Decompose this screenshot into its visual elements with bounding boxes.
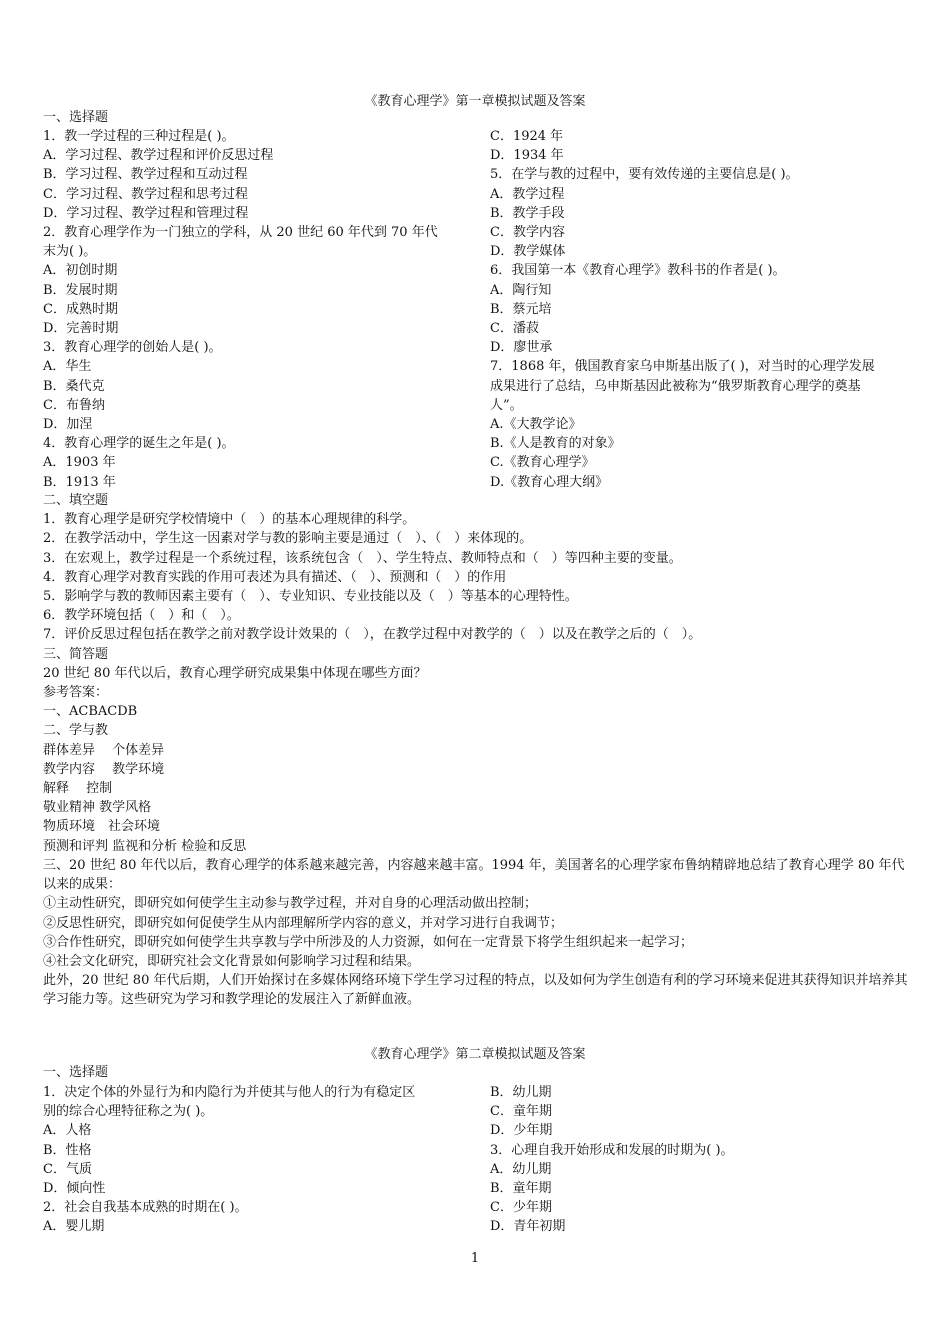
question-line: D．完善时期 — [43, 321, 119, 337]
question-line: 人”。 — [490, 397, 523, 413]
text-line: 群体差异 个体差异 — [43, 742, 165, 758]
question-line: B．桑代克 — [43, 378, 105, 394]
question-line: D.《教育心理大纲》 — [490, 474, 609, 490]
text-line: 二、填空题 — [43, 493, 109, 508]
text-line: 2．在教学活动中，学生这一因素对学与教的影响主要是通过（ ）、（ ）来体现的。 — [43, 531, 533, 547]
question-line: 1．决定个体的外显行为和内隐行为并使其与他人的行为有稳定区 — [43, 1085, 416, 1100]
text-line: 参考答案： — [43, 685, 109, 701]
question-line: 成果进行了总结，乌申斯基因此被称为“俄罗斯教育心理学的奠基 — [490, 378, 861, 394]
answer-point: ①主动性研究，即研究如何使学生主动参与教学过程，并对自身的心理活动做出控制； — [43, 896, 538, 912]
question-line: D．加涅 — [43, 417, 93, 433]
chapter2-title: 《教育心理学》第二章模拟试题及答案 — [364, 1047, 586, 1062]
text-line: 三、简答题 — [43, 646, 109, 662]
question-line: B．教学手段 — [490, 205, 565, 221]
question-line: B．学习过程、教学过程和互动过程 — [43, 167, 248, 183]
question-line: D．廖世承 — [490, 340, 553, 356]
question-line: C．少年期 — [490, 1200, 552, 1216]
question-line: 4．教育心理学的诞生之年是( )。 — [43, 436, 235, 452]
text-line: 教学内容 教学环境 — [43, 761, 165, 777]
question-line: 别的综合心理特征称之为( )。 — [43, 1104, 214, 1120]
question-line: C．学习过程、教学过程和思考过程 — [43, 186, 248, 202]
question-line: C．成熟时期 — [43, 301, 118, 317]
question-line: A．幼儿期 — [490, 1161, 552, 1177]
text-line: 6．教学环境包括（ ）和（ ）。 — [43, 608, 240, 624]
question-line: A.《大教学论》 — [490, 417, 582, 433]
question-line: A．陶行知 — [490, 282, 552, 298]
question-line: B．蔡元培 — [490, 301, 552, 317]
question-line: 2．教育心理学作为一门独立的学科，从 20 世纪 60 年代到 70 年代 — [43, 225, 438, 241]
question-line: A．学习过程、教学过程和评价反思过程 — [43, 148, 274, 164]
chapter2-right-column — [490, 1083, 910, 1237]
text-line: 物质环境 社会环境 — [43, 819, 161, 835]
text-line: 一、ACBACDB — [43, 704, 138, 720]
question-line: A．婴儿期 — [43, 1219, 105, 1235]
question-line: C．潘菽 — [490, 321, 539, 337]
question-line: D．倾向性 — [43, 1181, 106, 1197]
question-line: A．教学过程 — [490, 186, 565, 202]
text-line: 5．影响学与教的教师因素主要有（ ）、专业知识、专业技能以及（ ）等基本的心理特性。 — [43, 589, 578, 605]
chapter1-title: 《教育心理学》第一章模拟试题及答案 — [364, 94, 586, 109]
question-line: A．人格 — [43, 1123, 92, 1139]
page-number: 1 — [470, 1251, 480, 1266]
question-line: B．1913 年 — [43, 474, 116, 490]
question-line: B.《人是教育的对象》 — [490, 436, 621, 452]
question-line: A．初创时期 — [43, 263, 118, 279]
question-line: B．童年期 — [490, 1181, 552, 1197]
question-line: C.《教育心理学》 — [490, 455, 595, 471]
question-line: 1．教一学过程的三种过程是( )。 — [43, 129, 235, 144]
question-line: D．青年初期 — [490, 1219, 566, 1235]
chapter1-left-column — [43, 127, 463, 492]
chapter1-fill-and-answers — [43, 491, 913, 856]
answer3-points — [43, 894, 913, 971]
question-line: 2．社会自我基本成熟的时期在( )。 — [43, 1200, 248, 1216]
question-line: C．1924 年 — [490, 129, 564, 144]
text-line: 3．在宏观上，教学过程是一个系统过程，该系统包含（ ）、学生特点、教师特点和（ ）等四种主要的变量。 — [43, 550, 682, 566]
text-line: 1．教育心理学是研究学校情境中（ ）的基本心理规律的科学。 — [43, 512, 416, 528]
chapter1-right-column — [490, 127, 910, 492]
chapter2-section-choice-heading: 一、选择题 — [43, 1065, 109, 1080]
answer3-outro: 此外，20 世纪 80 年代后期，人们开始探讨在多媒体网络环境下学生学习过程的特点，以及如何为学生创造有利的学习环境来促进其获得知识并培养其学习能力等。这些研究为学习和教学理论的发展注入了新鲜血液。 — [43, 973, 908, 1008]
question-line: C．童年期 — [490, 1104, 552, 1120]
question-line: 3．心理自我开始形成和发展的时期为( )。 — [490, 1142, 734, 1158]
text-line: 二、学与教 — [43, 723, 109, 739]
question-line: C．教学内容 — [490, 225, 565, 241]
question-line: A．1903 年 — [43, 455, 116, 471]
answer-point: ③合作性研究，即研究如何使学生共享教与学中所涉及的人力资源，如何在一定背景下将学生组织起来一起学习； — [43, 934, 694, 950]
question-line: D．教学媒体 — [490, 244, 566, 260]
text-line: 敬业精神 教学风格 — [43, 800, 152, 816]
chapter1-section-choice-heading: 一、选择题 — [43, 110, 109, 125]
question-line: B．发展时期 — [43, 282, 118, 298]
question-line: 末为( )。 — [43, 244, 97, 260]
text-line: 20 世纪 80 年代以后，教育心理学研究成果集中体现在哪些方面？ — [43, 665, 427, 681]
answer-point: ④社会文化研究，即研究社会文化背景如何影响学习过程和结果。 — [43, 954, 421, 970]
question-line: D．学习过程、教学过程和管理过程 — [43, 205, 249, 221]
question-line: C．布鲁纳 — [43, 397, 105, 413]
question-line: 7．1868 年，俄国教育家乌申斯基出版了( )，对当时的心理学发展 — [490, 359, 875, 375]
answer3-intro: 三、20 世纪 80 年代以后，教育心理学的体系越来越完善，内容越来越丰富。1994 年，美国著名的心理学家布鲁纳精辟地总结了教育心理学 80 年代以来的成果： — [43, 858, 905, 893]
text-line: 4．教育心理学对教育实践的作用可表述为具有描述、（ ）、预测和（ ）的作用 — [43, 569, 507, 585]
question-line: 3．教育心理学的创始人是( )。 — [43, 340, 222, 356]
question-line: A．华生 — [43, 359, 92, 375]
chapter1-answer3 — [43, 856, 913, 1010]
answer-point: ②反思性研究，即研究如何促使学生从内部理解所学内容的意义，并对学习进行自我调节； — [43, 915, 564, 931]
question-line: C．气质 — [43, 1161, 92, 1177]
chapter2-left-column — [43, 1083, 463, 1237]
text-line: 预测和评判 监视和分析 检验和反思 — [43, 838, 247, 854]
question-line: D．少年期 — [490, 1123, 553, 1139]
question-line: B．性格 — [43, 1142, 92, 1158]
text-line: 解释 控制 — [43, 781, 113, 797]
question-line: B．幼儿期 — [490, 1085, 552, 1100]
text-line: 7．评价反思过程包括在教学之前对教学设计效果的（ ），在教学过程中对教学的（ ）以及在教学之后的（ ）。 — [43, 627, 702, 643]
question-line: 5．在学与教的过程中，要有效传递的主要信息是( )。 — [490, 167, 799, 183]
question-line: D．1934 年 — [490, 148, 564, 164]
question-line: 6．我国第一本《教育心理学》教科书的作者是( )。 — [490, 263, 786, 279]
